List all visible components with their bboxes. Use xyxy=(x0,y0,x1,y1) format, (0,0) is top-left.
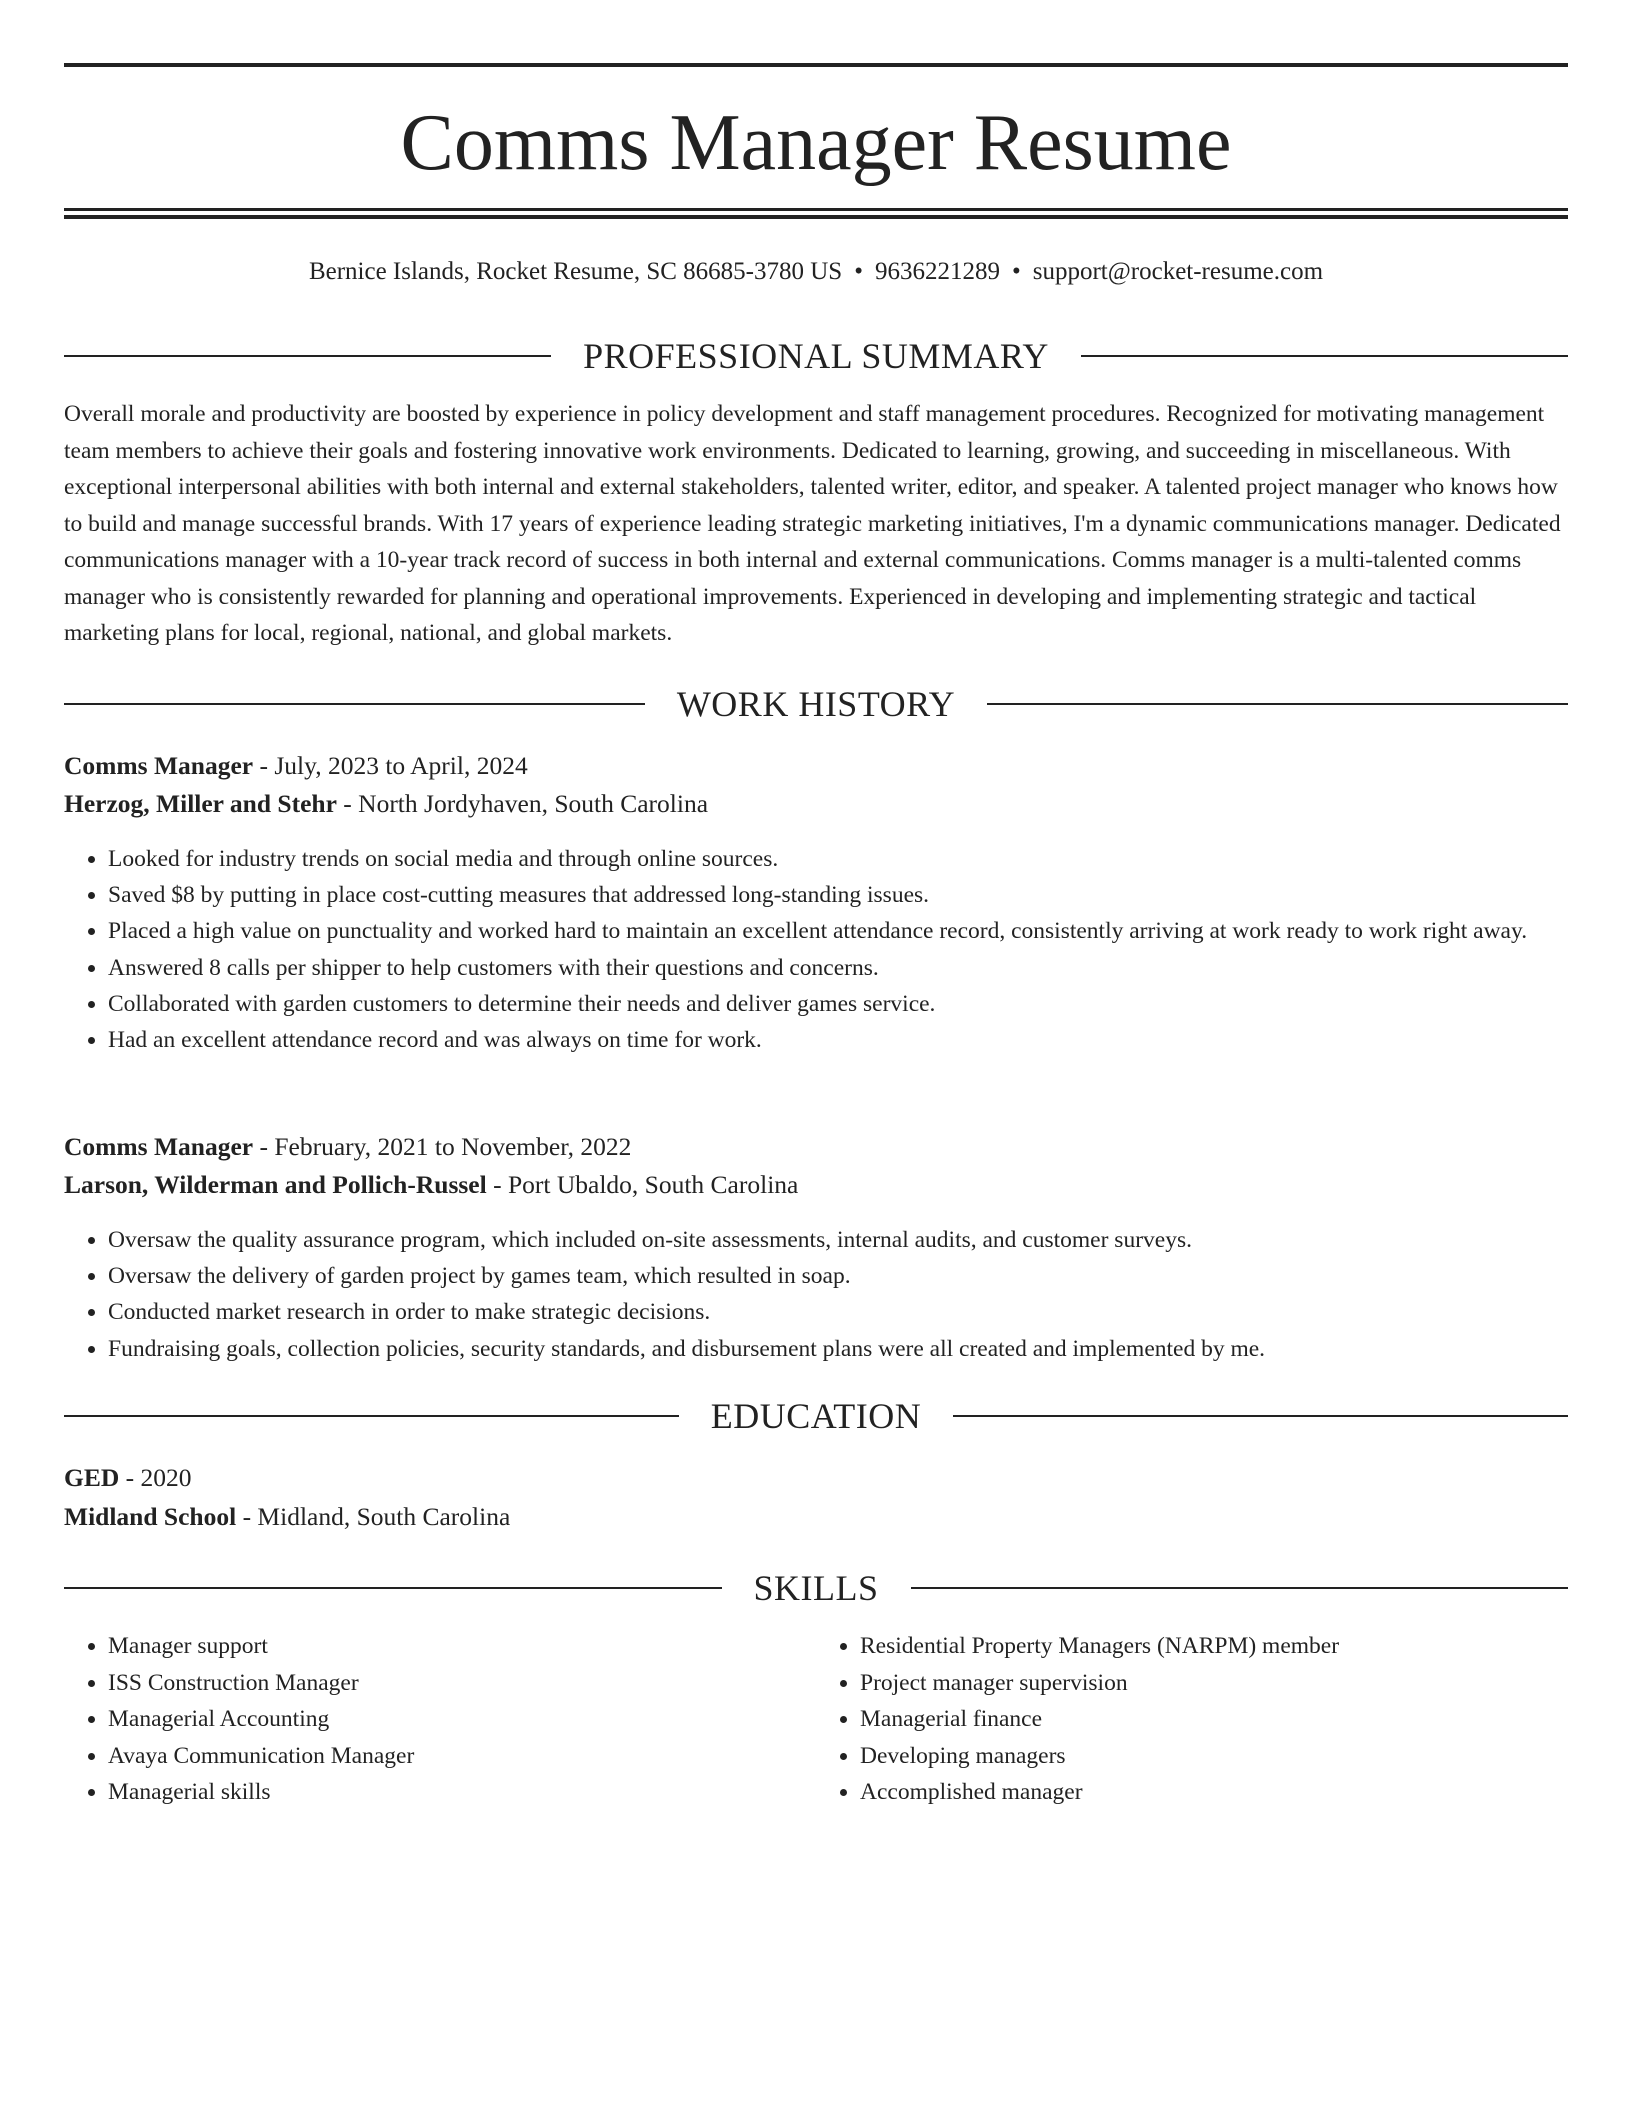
education-school: Midland School xyxy=(64,1502,237,1531)
list-item: • Developing managers xyxy=(860,1738,1568,1775)
education-degree-line xyxy=(64,1459,1568,1497)
summary-paragraph: Overall morale and productivity are boosted by experience in policy development and staff management procedures. Recognized for motivating management team members to achieve their goals and fostering innovative work environments. Dedicated to learning, growing, and succeeding in miscellaneous. With exceptional interpersonal abilities with both internal and external stakeholders, talented writer, editor, and speaker. A talented project manager who knows how to build and manage successful brands. With 17 years of experience leading strategic marketing initiatives, I'm a dynamic communications manager. Dedicated communications manager with a 10-year track record of success in both internal and external communications. Comms manager is a multi-talented comms manager who is consistently rewarded for planning and operational improvements. Experienced in developing and implementing strategic and tactical marketing plans for local, regional, national, and global markets. xyxy=(64,401,1561,646)
list-item: • Saved $8 by putting in place cost-cutting measures that addressed long-standing issues. xyxy=(108,877,1568,913)
section-title: EDUCATION xyxy=(710,1396,922,1436)
heading-rule-left xyxy=(64,1587,722,1589)
skills-columns xyxy=(64,1628,1568,1811)
list-item: • Conducted market research in order to make strategic decisions. xyxy=(108,1294,1568,1330)
list-item: • ISS Construction Manager xyxy=(108,1665,816,1702)
list-item: • Fundraising goals, collection policies, security standards, and disbursement plans were all created and implemented by me. xyxy=(108,1331,1568,1367)
list-item: • Managerial finance xyxy=(860,1701,1568,1738)
job-role: Comms Manager xyxy=(64,1132,254,1161)
list-item: • Oversaw the quality assurance program, which included on-site assessments, internal audits, and customer surveys. xyxy=(108,1222,1568,1258)
heading-rule-left xyxy=(64,355,551,357)
list-item: • Collaborated with garden customers to determine their needs and deliver games service. xyxy=(108,986,1568,1022)
job-2-bullets xyxy=(64,1222,1568,1367)
list-item: • Placed a high value on punctuality and worked hard to maintain an excellent attendance record, consistently arriving at work ready to work right away. xyxy=(108,913,1568,949)
heading-rule-right xyxy=(953,1415,1568,1417)
skills-column-left xyxy=(64,1628,816,1811)
contact-separator: • xyxy=(1011,258,1021,285)
job-1-title-line xyxy=(64,747,1568,785)
skills-list-left xyxy=(64,1628,816,1811)
job-dates: - July, 2023 to April, 2024 xyxy=(253,751,528,780)
list-item: • Looked for industry trends on social media and through online sources. xyxy=(108,841,1568,877)
list-item: • Project manager supervision xyxy=(860,1665,1568,1702)
section-heading-summary xyxy=(64,334,1568,378)
list-item: • Avaya Communication Manager xyxy=(108,1738,816,1775)
list-item: • Had an excellent attendance record and was always on time for work. xyxy=(108,1022,1568,1058)
skills-list-right xyxy=(816,1628,1568,1811)
heading-rule-right xyxy=(1081,355,1568,357)
job-2-company-line xyxy=(64,1166,1568,1204)
section-heading-work-history xyxy=(64,682,1568,726)
job-location: - Port Ubaldo, South Carolina xyxy=(486,1170,799,1199)
job-2-title-line xyxy=(64,1128,1568,1166)
title-rule-upper xyxy=(64,208,1568,211)
education-year: - 2020 xyxy=(119,1463,192,1492)
contact-email: support@rocket-resume.com xyxy=(1032,258,1324,285)
list-item: • Accomplished manager xyxy=(860,1774,1568,1811)
section-heading-skills xyxy=(64,1566,1568,1610)
section-title: PROFESSIONAL SUMMARY xyxy=(583,336,1049,376)
resume-title: Comms Manager Resume xyxy=(400,99,1232,187)
title-rule-lower xyxy=(64,215,1568,219)
heading-rule-left xyxy=(64,703,645,705)
job-company: Herzog, Miller and Stehr xyxy=(64,789,337,818)
section-heading-education xyxy=(64,1394,1568,1438)
list-item: • Residential Property Managers (NARPM) member xyxy=(860,1628,1568,1665)
education-degree: GED xyxy=(64,1463,120,1492)
contact-address: Bernice Islands, Rocket Resume, SC 86685-3780 US xyxy=(308,258,843,285)
contact-separator: • xyxy=(854,258,863,285)
section-title: WORK HISTORY xyxy=(676,684,956,724)
heading-rule-right xyxy=(987,703,1568,705)
job-location: - North Jordyhaven, South Carolina xyxy=(336,789,709,818)
job-role: Comms Manager xyxy=(64,751,254,780)
job-1-bullets xyxy=(64,841,1568,1058)
list-item: • Answered 8 calls per shipper to help customers with their questions and concerns. xyxy=(108,950,1568,986)
contact-line xyxy=(64,252,1568,292)
heading-rule-left xyxy=(64,1415,679,1417)
section-title: SKILLS xyxy=(753,1568,879,1608)
job-1-company-line xyxy=(64,785,1568,823)
skills-column-right xyxy=(816,1628,1568,1811)
heading-rule-right xyxy=(911,1587,1569,1589)
top-rule xyxy=(64,63,1568,67)
contact-phone: 9636221289 xyxy=(874,258,1000,285)
job-company: Larson, Wilderman and Pollich-Russel xyxy=(64,1170,487,1199)
list-item: • Managerial skills xyxy=(108,1774,816,1811)
list-item: • Manager support xyxy=(108,1628,816,1665)
education-location: - Midland, South Carolina xyxy=(236,1502,511,1531)
job-dates: - February, 2021 to November, 2022 xyxy=(253,1132,632,1161)
list-item: • Managerial Accounting xyxy=(108,1701,816,1738)
education-school-line xyxy=(64,1498,1568,1536)
list-item: • Oversaw the delivery of garden project by games team, which resulted in soap. xyxy=(108,1258,1568,1294)
